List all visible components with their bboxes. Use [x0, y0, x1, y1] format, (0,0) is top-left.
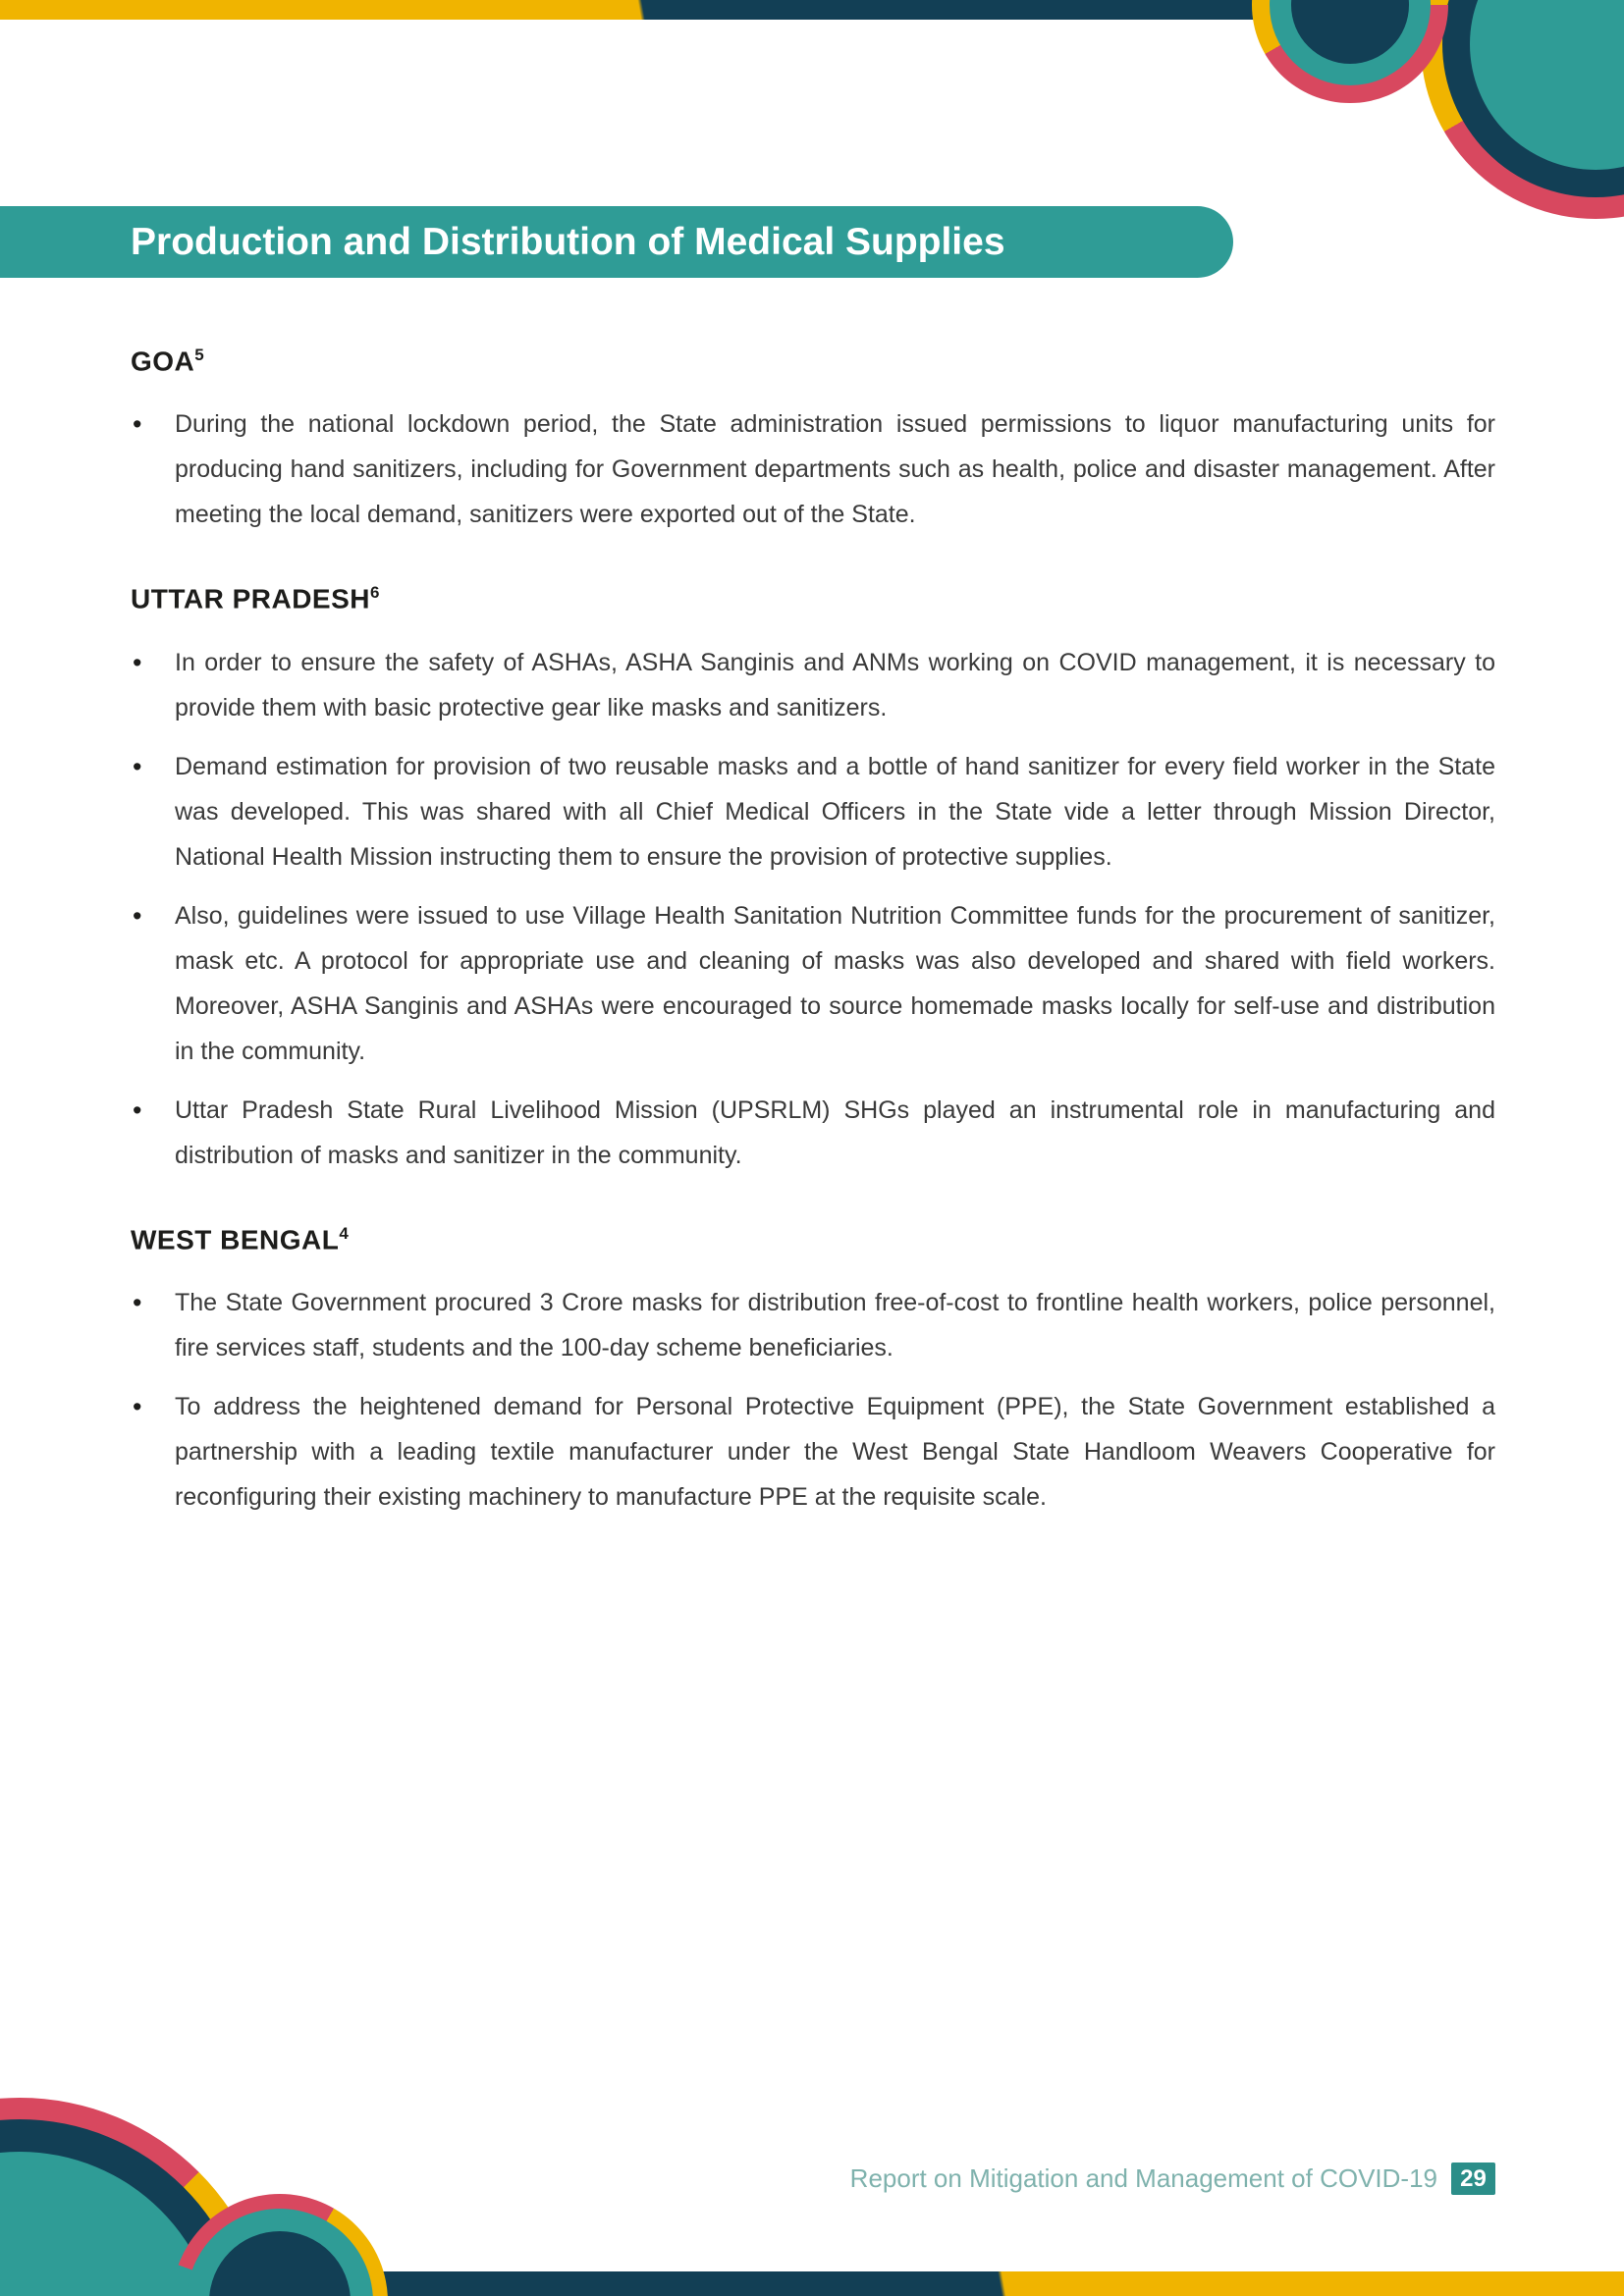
bullet-list-west-bengal	[131, 1280, 1495, 1520]
bullet-item: • To address the heightened demand for Personal Protective Equipment (PPE), the State Government established a partnership with a leading textile manufacturer under the West Bengal State Handloom Weavers Cooperative for reconfiguring their existing machinery to manufacture PPE at the requisite scale.	[131, 1384, 1495, 1520]
footnote-ref: 5	[194, 346, 205, 364]
page-content	[131, 278, 1495, 1520]
page-footer	[850, 2163, 1495, 2195]
bullet-item: • Uttar Pradesh State Rural Livelihood Mission (UPSRLM) SHGs played an instrumental role in manufacturing and distribution of masks and sanitizer in the community.	[131, 1088, 1495, 1178]
footer-report-title: Report on Mitigation and Management of COVID-19	[849, 2163, 1437, 2193]
bullet-item: • Demand estimation for provision of two reusable masks and a bottle of hand sanitizer for every field worker in the State was developed. This was shared with all Chief Medical Officers in the State vide a letter through Mission Director, National Health Mission instructing them to ensure the provision of protective supplies.	[131, 744, 1495, 880]
section-heading-west-bengal	[131, 1217, 1495, 1256]
bullet-list-goa	[131, 401, 1495, 537]
section-heading-label: GOA	[131, 346, 195, 377]
footnote-ref: 6	[369, 583, 380, 603]
bullet-list-uttar-pradesh	[131, 640, 1495, 1178]
bullet-item: • During the national lockdown period, the State administration issued permissions to liquor manufacturing units for producing hand sanitizers, including for Government departments such as health, police and disaster management. After meeting the local demand, sanitizers were exported out of the State.	[131, 401, 1495, 537]
section-title-band	[0, 206, 1233, 278]
page-title: Production and Distribution of Medical Supplies	[131, 221, 1005, 263]
section-heading-uttar-pradesh	[131, 576, 1495, 615]
section-heading-label: UTTAR PRADESH	[131, 583, 370, 614]
section-heading-label: WEST BENGAL	[131, 1223, 340, 1255]
section-heading-goa	[131, 339, 1495, 378]
page-number-badge: 29	[1451, 2163, 1495, 2195]
bullet-item: • The State Government procured 3 Crore masks for distribution free-of-cost to frontline health workers, police personnel, fire services staff, students and the 100-day scheme beneficiaries.	[131, 1280, 1495, 1370]
bullet-item: • In order to ensure the safety of ASHAs, ASHA Sanginis and ANMs working on COVID management, it is necessary to provide them with basic protective gear like masks and sanitizers.	[131, 640, 1495, 730]
footnote-ref: 4	[339, 1223, 350, 1243]
bullet-item: • Also, guidelines were issued to use Village Health Sanitation Nutrition Committee funds for the procurement of sanitizer, mask etc. A protocol for appropriate use and cleaning of masks was also developed and shared with field workers. Moreover, ASHA Sanginis and ASHAs were encouraged to source homemade masks locally for self-use and distribution in the community.	[131, 893, 1495, 1074]
